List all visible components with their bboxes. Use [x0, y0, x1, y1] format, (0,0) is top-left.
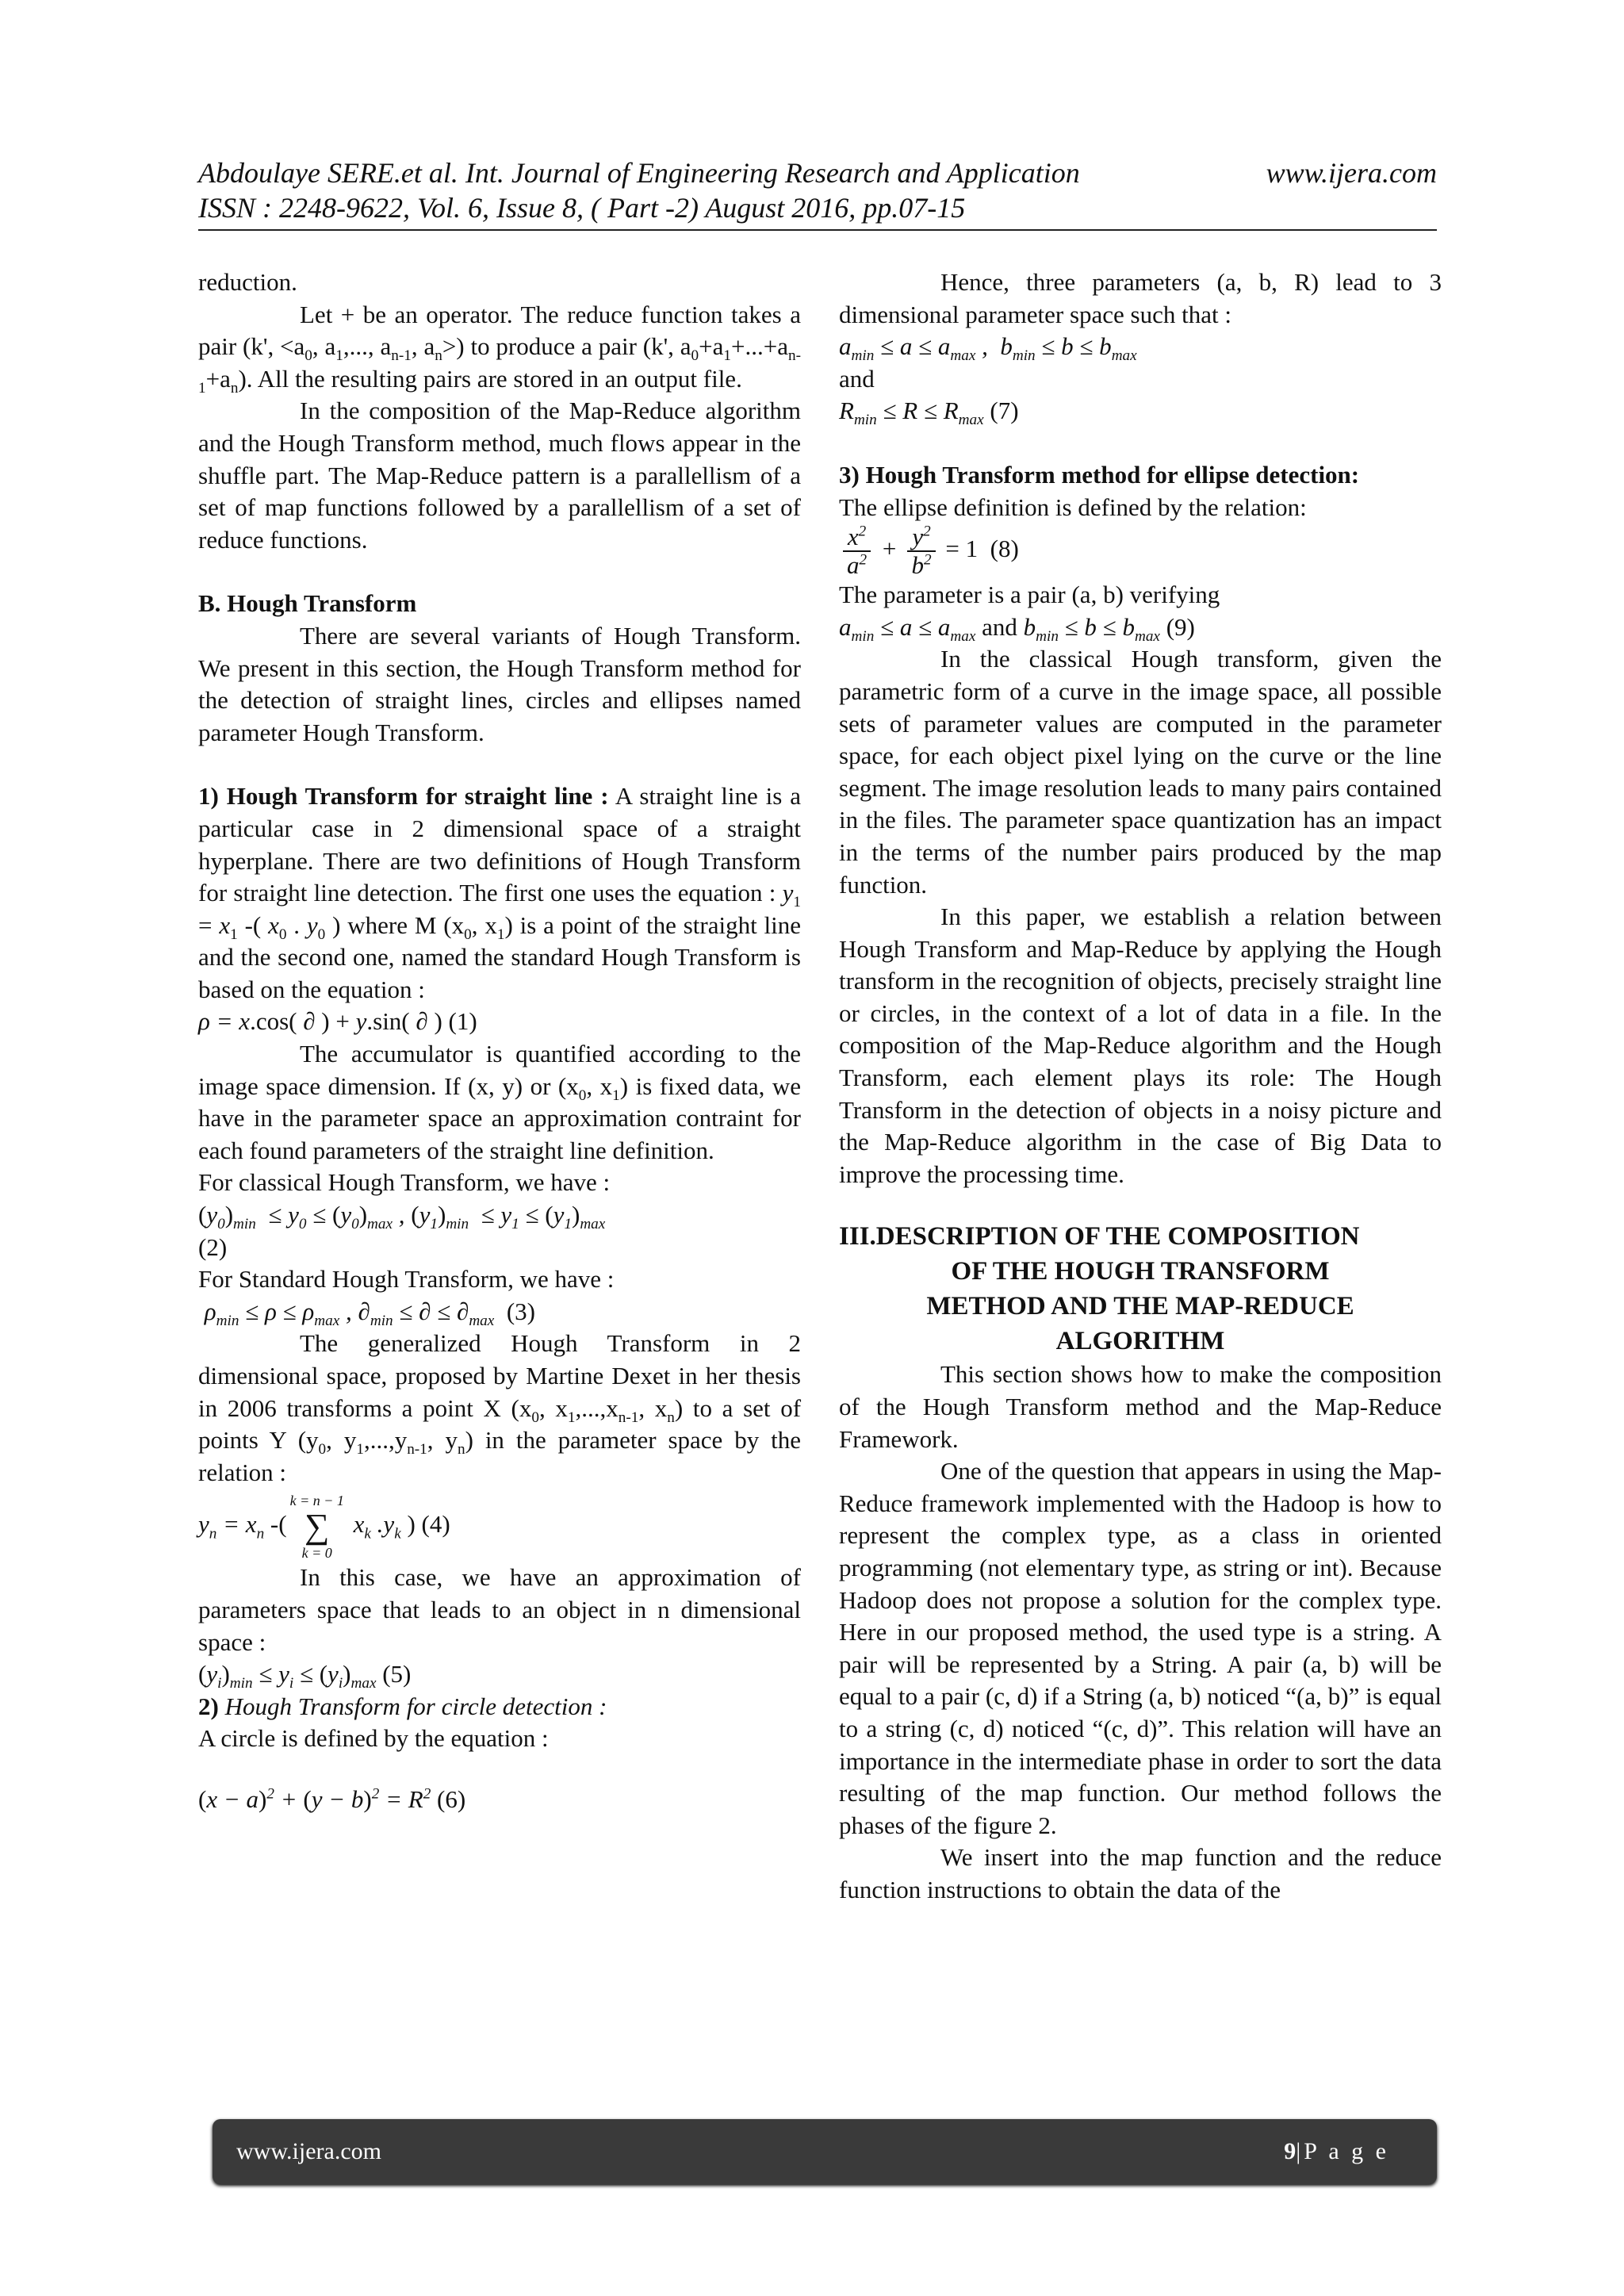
three-parameters-paragraph: Hence, three parameters (a, b, R) lead to 3 dimensional parameter space such that :: [839, 268, 1442, 328]
footer-url[interactable]: www.ijera.com: [236, 2138, 381, 2164]
equation-3: $\rho_{min} \le \rho \le \rho_{max}$ , $\partial_{min}$ ≤ ∂ ≤ $\partial_{max}$ (3): [198, 1297, 535, 1329]
header-line-2: ISSN : 2248-9622, Vol. 6, Issue 8, ( Part -2) August 2016, pp.07-15: [198, 192, 966, 224]
section-3-heading: III.DESCRIPTION OF THE COMPOSITION OF THE HOUGH TRANSFORM METHOD AND THE MAP-REDUCE ALGORITHM: [839, 1222, 1360, 1356]
equation-1: ρ = x.cos( ∂ ) + y.sin( ∂ ) (1): [198, 1007, 477, 1036]
reduce-function-paragraph: Let + be an operator. The reduce function takes a pair (k', $<a_0$, $a_1$,..., $a_{n-1}$, $a_n>$) to produce a pair (k', $a_0+a_1+...+a_{n-1}+a_n$). All the resulting pairs are stored in an output file.: [198, 300, 801, 397]
circle-definition: A circle is defined by the equation :: [198, 1724, 549, 1753]
equation-2-number: (2): [198, 1232, 228, 1261]
and-word: and: [839, 364, 875, 393]
left-column: [198, 266, 801, 1816]
equation-7: $R_{min} \le R \le R_{max}$ (7): [839, 397, 1019, 429]
ellipse-definition: The ellipse definition is defined by the relation:: [839, 493, 1307, 521]
mapreduce-composition-paragraph: In the composition of the Map-Reduce algorithm and the Hough Transform method, much flows appear in the shuffle part. The Map-Reduce pattern is a parallellism of a set of map functions followed by a parallellism of a set of reduce functions.: [198, 397, 801, 554]
header-rule: [198, 229, 1437, 231]
equation-8: $\frac{x^2}{a^2}$ + $\frac{y^2}{b^2}$ = 1 (8): [839, 523, 1442, 579]
equation-5: $(y_i)_{min} \le y_i \le (y_i)_{max}$ (5): [198, 1660, 412, 1692]
header-line-1: [198, 155, 1437, 190]
reduction-fragment: reduction.: [198, 268, 297, 296]
approximation-paragraph: In this case, we have an approximation of parameters space that leads to an object in n dimensional space :: [198, 1563, 801, 1656]
straight-line-paragraph: 1) Hough Transform for straight line : A straight line is a particular case in 2 dimensional space of a straight hyperplane. There are two definitions of Hough Transform for straight line detection. The first one uses the equation : $y_1 = x_1$ -( $x_0$ . $y_0$ ) where M ($x_0$, $x_1$) is a point of the straight line and the second one, named the standard Hough Transform is based on the equation :: [198, 782, 802, 1003]
abc-range-equation: $a_{min} \le a \le a_{max}$ , $b_{min} \le b \le b_{max}$: [839, 332, 1137, 365]
page-header: [198, 155, 1437, 225]
hough-variants-paragraph: There are several variants of Hough Transform. We present in this section, the Hough Transform method for the detection of straight lines, circles and ellipses named parameter Hough Transform.: [198, 621, 801, 746]
equation-9: $a_{min} \le a \le a_{max}$ and $b_{min} \le b \le b_{max}$ (9): [839, 612, 1195, 645]
page-footer: [213, 2119, 1437, 2184]
accumulator-paragraph: The accumulator is quantified according to the image space dimension. If (x, y) or ($x_0$, $x_1$) is fixed data, we have in the parameter space an approximation contraint for each found parameters of the straight line definition.: [198, 1040, 802, 1164]
section-b-heading: B. Hough Transform: [198, 589, 417, 618]
ellipse-heading: 3) Hough Transform method for ellipse detection:: [839, 460, 1360, 489]
generalized-hough-paragraph: The generalized Hough Transform in 2 dimensional space, proposed by Martine Dexet in her thesis in 2006 transforms a point X ($x_0$, $x_1,...,x_{n-1}$, $x_n$) to a set of points Y ($y_0$, $y_1,...,y_{n-1}$, $y_n$) in the parameter space by the relation :: [198, 1329, 802, 1486]
header-citation: Abdoulaye SERE.et al. Int. Journal of Engineering Research and Application: [198, 157, 1080, 189]
standard-hough-line: For Standard Hough Transform, we have :: [198, 1265, 615, 1294]
parameter-pair-line: The parameter is a pair (a, b) verifying: [839, 581, 1220, 609]
right-column: [839, 266, 1442, 1907]
classical-hough-paragraph: In the classical Hough transform, given the parametric form of a curve in the image space, all possible sets of parameter values are computed in the parameter space, for each object pixel lying on the curve or the line segment. The image resolution leads to many pairs contained in the files. The parameter space quantization has an impact in the terms of the number pairs produced by the map function.: [839, 645, 1442, 899]
this-section-paragraph: This section shows how to make the composition of the Hough Transform method and the Map-Reduce Framework.: [839, 1360, 1442, 1453]
header-url[interactable]: www.ijera.com: [1266, 157, 1437, 189]
circle-heading: 2) Hough Transform for circle detection :: [198, 1692, 607, 1720]
complex-type-paragraph: One of the question that appears in using the Map-Reduce framework implemented with the Hadoop is how to represent the complex type, as a class in oriented programming (not elementary type, as string or int). Because Hadoop does not propose a solution for the complex type. Here in our proposed method, the used type is a string. A pair will be represented by a String. A pair (a, b) will be equal to a pair (c, d) if a String (a, b) noticed “(a, b)” is equal to a string (c, d) noticed “(c, d)”. This relation will have an importance in the intermediate phase in order to sort the data resulting of the map function. Our method follows the phases of the figure 2.: [839, 1457, 1442, 1839]
equation-4: $y_n = x_n$ -( k = n − 1 ∑ k = 0 $x_k$ $.y_k$ ) (4): [198, 1493, 450, 1562]
classical-hough-line: For classical Hough Transform, we have :: [198, 1168, 611, 1197]
this-paper-paragraph: In this paper, we establish a relation between Hough Transform and Map-Reduce by applying the Hough transform in the recognition of objects, precisely straight line or circles, in the context of a lot of data in a file. In the composition of the Map-Reduce algorithm and the Hough Transform, each element plays its role: The Hough Transform in the detection of objects in a noisy picture and the Map-Reduce algorithm in the case of Big Data to improve the processing time.: [839, 903, 1442, 1188]
insert-instructions-paragraph: We insert into the map function and the reduce function instructions to obtain the data of the: [839, 1843, 1442, 1903]
equation-2: $(y_0)_{min} \le y_0 \le (y_0)_{max}$ , $(y_1)_{min} \le y_1 \le (y_1)_{max}$: [198, 1201, 606, 1233]
equation-6: $(x - a)^2 + (y - b)^2 = R^2$ (6): [198, 1784, 466, 1813]
page-number: 9|P a g e: [1284, 2138, 1389, 2164]
